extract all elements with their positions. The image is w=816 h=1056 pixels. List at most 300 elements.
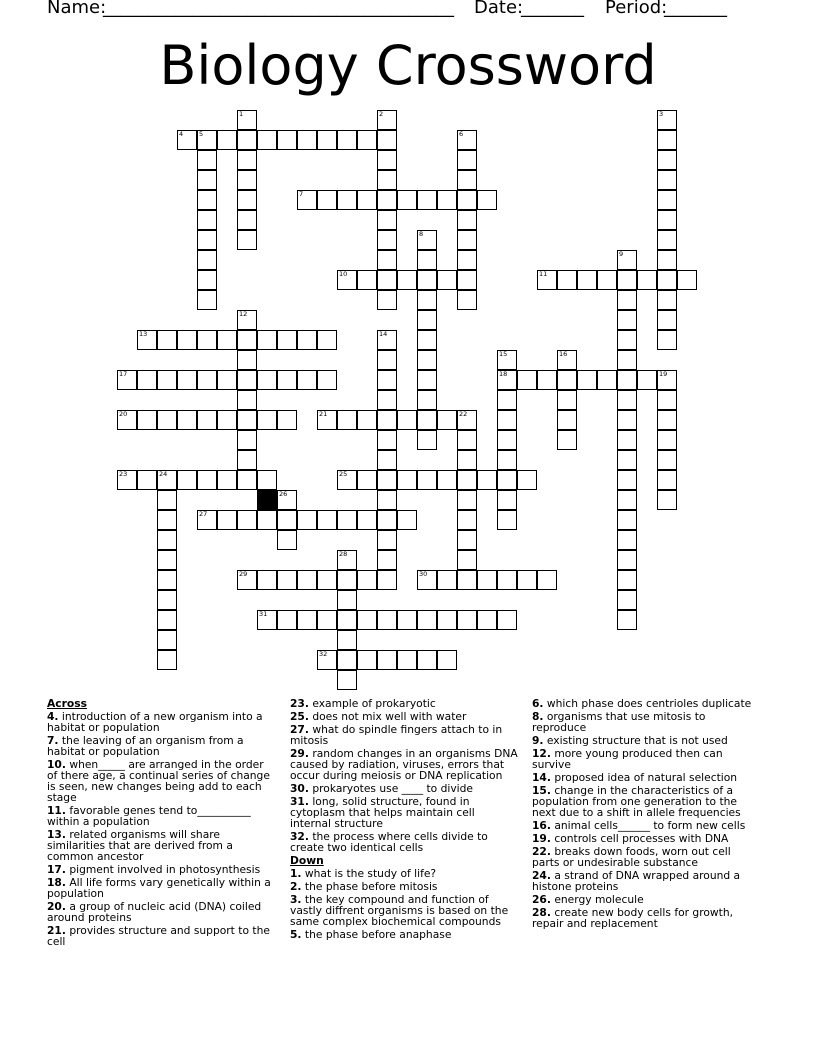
grid-cell[interactable] <box>657 230 677 250</box>
grid-cell[interactable] <box>317 190 337 210</box>
grid-cell[interactable] <box>377 270 397 290</box>
grid-cell[interactable] <box>617 410 637 430</box>
grid-cell[interactable] <box>397 650 417 670</box>
grid-cell[interactable] <box>317 510 337 530</box>
grid-cell[interactable] <box>617 350 637 370</box>
grid-cell[interactable] <box>557 390 577 410</box>
grid-cell[interactable] <box>377 530 397 550</box>
grid-cell[interactable] <box>117 370 137 390</box>
grid-cell[interactable] <box>657 210 677 230</box>
grid-cell[interactable] <box>617 510 637 530</box>
grid-cell[interactable] <box>357 410 377 430</box>
grid-cell[interactable] <box>277 570 297 590</box>
grid-cell[interactable] <box>457 290 477 310</box>
grid-cell[interactable] <box>657 390 677 410</box>
grid-cell[interactable] <box>337 670 357 690</box>
grid-cell[interactable] <box>237 150 257 170</box>
grid-cell[interactable] <box>337 190 357 210</box>
grid-cell[interactable] <box>157 570 177 590</box>
grid-cell[interactable] <box>457 530 477 550</box>
clues-column-1 <box>47 698 275 949</box>
grid-cell[interactable] <box>297 330 317 350</box>
grid-cell[interactable] <box>637 270 657 290</box>
grid-cell[interactable] <box>257 510 277 530</box>
grid-cell[interactable] <box>657 190 677 210</box>
grid-cell[interactable] <box>497 450 517 470</box>
grid-cell[interactable] <box>177 410 197 430</box>
grid-cell[interactable] <box>477 470 497 490</box>
grid-cell[interactable] <box>357 610 377 630</box>
grid-cell[interactable] <box>557 370 577 390</box>
grid-cell[interactable] <box>257 370 277 390</box>
grid-cell[interactable] <box>157 510 177 530</box>
grid-cell[interactable] <box>237 430 257 450</box>
grid-cell[interactable] <box>617 310 637 330</box>
grid-cell[interactable] <box>277 610 297 630</box>
grid-cell[interactable] <box>197 410 217 430</box>
grid-cell[interactable] <box>597 370 617 390</box>
grid-cell[interactable] <box>417 370 437 390</box>
grid-cell[interactable] <box>457 550 477 570</box>
grid-cell[interactable] <box>297 370 317 390</box>
clue-text: All life forms vary genetically within a population <box>47 876 271 900</box>
grid-cell[interactable] <box>237 310 257 330</box>
grid-cell[interactable] <box>417 230 437 250</box>
grid-cell[interactable] <box>357 470 377 490</box>
grid-cell[interactable] <box>657 470 677 490</box>
grid-cell[interactable] <box>377 650 397 670</box>
grid-cell[interactable] <box>657 110 677 130</box>
grid-cell[interactable] <box>137 410 157 430</box>
grid-cell[interactable] <box>157 650 177 670</box>
grid-cell[interactable] <box>257 610 277 630</box>
grid-cell[interactable] <box>177 330 197 350</box>
grid-cell[interactable] <box>657 290 677 310</box>
grid-cell[interactable] <box>317 410 337 430</box>
grid-cell[interactable] <box>197 330 217 350</box>
grid-cell[interactable] <box>337 470 357 490</box>
grid-cell[interactable] <box>497 410 517 430</box>
grid-cell[interactable] <box>197 230 217 250</box>
grid-cell[interactable] <box>357 190 377 210</box>
grid-cell[interactable] <box>377 490 397 510</box>
grid-cell[interactable] <box>437 270 457 290</box>
clue-text: a strand of DNA wrapped around a histone proteins <box>532 869 741 893</box>
grid-cell[interactable] <box>157 490 177 510</box>
period-field[interactable]: _______ <box>664 0 727 18</box>
grid-cell[interactable] <box>537 270 557 290</box>
clue-item <box>47 829 275 862</box>
grid-cell[interactable] <box>317 570 337 590</box>
grid-cell[interactable] <box>217 510 237 530</box>
grid-cell[interactable] <box>377 510 397 530</box>
grid-cell[interactable] <box>417 350 437 370</box>
grid-cell[interactable] <box>377 250 397 270</box>
grid-cell[interactable] <box>517 570 537 590</box>
grid-cell[interactable] <box>417 430 437 450</box>
grid-cell[interactable] <box>237 330 257 350</box>
grid-cell[interactable] <box>497 490 517 510</box>
grid-cell[interactable] <box>277 510 297 530</box>
grid-cell[interactable] <box>437 410 457 430</box>
grid-cell[interactable] <box>437 610 457 630</box>
grid-cell[interactable] <box>157 530 177 550</box>
grid-cell[interactable] <box>457 570 477 590</box>
grid-cell[interactable] <box>597 270 617 290</box>
grid-cell[interactable] <box>377 450 397 470</box>
grid-cell[interactable] <box>137 470 157 490</box>
grid-cell[interactable] <box>237 170 257 190</box>
grid-cell[interactable] <box>277 410 297 430</box>
grid-cell[interactable] <box>217 370 237 390</box>
grid-cell[interactable] <box>657 330 677 350</box>
grid-cell[interactable] <box>617 290 637 310</box>
grid-cell[interactable] <box>657 450 677 470</box>
grid-cell[interactable] <box>237 450 257 470</box>
grid-cell[interactable] <box>457 130 477 150</box>
grid-cell[interactable] <box>337 130 357 150</box>
grid-cell[interactable] <box>617 530 637 550</box>
grid-cell[interactable] <box>517 470 537 490</box>
grid-cell[interactable] <box>417 570 437 590</box>
grid-cell[interactable] <box>417 390 437 410</box>
grid-cell[interactable] <box>617 490 637 510</box>
grid-cell[interactable] <box>417 310 437 330</box>
grid-cell[interactable] <box>157 470 177 490</box>
grid-cell[interactable] <box>657 130 677 150</box>
grid-cell[interactable] <box>417 650 437 670</box>
grid-cell[interactable] <box>397 510 417 530</box>
clue-number: 4 <box>179 130 184 138</box>
grid-cell[interactable] <box>677 270 697 290</box>
grid-cell[interactable] <box>157 330 177 350</box>
clue-number: 6 <box>459 130 464 138</box>
clue-number: 29 <box>239 570 248 578</box>
grid-cell[interactable] <box>397 270 417 290</box>
grid-cell[interactable] <box>337 610 357 630</box>
grid-cell[interactable] <box>177 370 197 390</box>
grid-cell[interactable] <box>617 610 637 630</box>
grid-cell[interactable] <box>377 410 397 430</box>
grid-cell[interactable] <box>297 190 317 210</box>
grid-cell[interactable] <box>557 270 577 290</box>
grid-cell[interactable] <box>237 130 257 150</box>
grid-cell[interactable] <box>457 150 477 170</box>
grid-cell[interactable] <box>317 610 337 630</box>
clue-item <box>290 796 518 829</box>
grid-cell[interactable] <box>497 430 517 450</box>
grid-cell[interactable] <box>377 390 397 410</box>
grid-cell[interactable] <box>617 430 637 450</box>
grid-cell[interactable] <box>277 490 297 510</box>
grid-cell[interactable] <box>157 550 177 570</box>
grid-cell[interactable] <box>257 570 277 590</box>
grid-cell[interactable] <box>217 130 237 150</box>
grid-cell[interactable] <box>417 410 437 430</box>
grid-cell[interactable] <box>497 370 517 390</box>
date-field[interactable]: _______ <box>521 0 584 18</box>
grid-cell[interactable] <box>657 250 677 270</box>
grid-cell[interactable] <box>617 330 637 350</box>
grid-cell[interactable] <box>617 250 637 270</box>
grid-cell[interactable] <box>117 410 137 430</box>
grid-cell[interactable] <box>217 410 237 430</box>
grid-cell[interactable] <box>497 390 517 410</box>
grid-cell[interactable] <box>257 330 277 350</box>
grid-cell[interactable] <box>477 190 497 210</box>
grid-cell[interactable] <box>377 430 397 450</box>
clue-text: a group of nucleic acid (DNA) coiled around proteins <box>47 900 262 924</box>
grid-cell[interactable] <box>457 510 477 530</box>
grid-cell[interactable] <box>237 390 257 410</box>
grid-cell[interactable] <box>417 250 437 270</box>
grid-cell[interactable] <box>337 650 357 670</box>
grid-cell[interactable] <box>317 650 337 670</box>
grid-cell[interactable] <box>457 270 477 290</box>
grid-cell[interactable] <box>377 570 397 590</box>
clue-text: the process where cells divide to create two identical cells <box>290 830 488 854</box>
grid-cell[interactable] <box>377 230 397 250</box>
clue-number: 21 <box>319 410 328 418</box>
grid-cell[interactable] <box>197 270 217 290</box>
grid-cell[interactable] <box>617 550 637 570</box>
grid-cell[interactable] <box>617 270 637 290</box>
grid-cell[interactable] <box>557 410 577 430</box>
grid-cell[interactable] <box>317 370 337 390</box>
grid-cell[interactable] <box>497 610 517 630</box>
clue-item <box>532 772 760 783</box>
grid-cell[interactable] <box>457 450 477 470</box>
grid-cell[interactable] <box>157 370 177 390</box>
grid-cell[interactable] <box>177 130 197 150</box>
grid-cell[interactable] <box>277 530 297 550</box>
grid-cell[interactable] <box>457 410 477 430</box>
grid-cell[interactable] <box>437 650 457 670</box>
grid-cell[interactable] <box>657 430 677 450</box>
grid-cell[interactable] <box>457 230 477 250</box>
grid-cell[interactable] <box>657 410 677 430</box>
grid-cell[interactable] <box>377 370 397 390</box>
grid-cell[interactable] <box>297 610 317 630</box>
grid-cell[interactable] <box>417 610 437 630</box>
grid-cell[interactable] <box>417 270 437 290</box>
grid-cell[interactable] <box>477 610 497 630</box>
grid-cell[interactable] <box>417 190 437 210</box>
clue-number-label: 26. <box>532 893 551 906</box>
clue-text: related organisms will share similarities that are derived from a common ancestor <box>47 828 233 863</box>
grid-cell[interactable] <box>637 370 657 390</box>
grid-cell[interactable] <box>657 490 677 510</box>
grid-cell[interactable] <box>337 630 357 650</box>
clue-number: 30 <box>419 570 428 578</box>
clue-text: which phase does centrioles duplicate <box>543 697 752 710</box>
grid-cell[interactable] <box>117 470 137 490</box>
grid-cell[interactable] <box>557 430 577 450</box>
grid-cell[interactable] <box>197 250 217 270</box>
grid-cell[interactable] <box>617 590 637 610</box>
grid-cell[interactable] <box>437 190 457 210</box>
grid-cell[interactable] <box>177 470 197 490</box>
grid-cell[interactable] <box>197 170 217 190</box>
grid-cell[interactable] <box>337 550 357 570</box>
clue-number-label: 6. <box>532 697 544 710</box>
grid-cell[interactable] <box>237 350 257 370</box>
name-label: Name: <box>47 0 107 18</box>
grid-cell[interactable] <box>397 190 417 210</box>
grid-cell[interactable] <box>357 510 377 530</box>
grid-cell[interactable] <box>357 650 377 670</box>
grid-cell[interactable] <box>257 130 277 150</box>
grid-cell[interactable] <box>357 270 377 290</box>
grid-cell[interactable] <box>377 170 397 190</box>
grid-cell[interactable] <box>557 350 577 370</box>
grid-cell[interactable] <box>377 110 397 130</box>
clue-number-label: 29. <box>290 747 309 760</box>
grid-cell[interactable] <box>457 170 477 190</box>
grid-cell[interactable] <box>657 370 677 390</box>
grid-cell[interactable] <box>237 110 257 130</box>
grid-cell[interactable] <box>537 370 557 390</box>
grid-cell[interactable] <box>377 610 397 630</box>
grid-cell[interactable] <box>237 510 257 530</box>
grid-cell[interactable] <box>197 190 217 210</box>
clue-number-label: 7. <box>47 734 59 747</box>
grid-cell[interactable] <box>397 470 417 490</box>
grid-cell[interactable] <box>317 130 337 150</box>
grid-cell[interactable] <box>197 470 217 490</box>
grid-cell[interactable] <box>197 150 217 170</box>
grid-cell[interactable] <box>157 610 177 630</box>
grid-cell[interactable] <box>237 570 257 590</box>
grid-cell[interactable] <box>157 590 177 610</box>
grid-cell[interactable] <box>657 170 677 190</box>
grid-cell[interactable] <box>657 150 677 170</box>
grid-cell[interactable] <box>137 330 157 350</box>
grid-cell[interactable] <box>317 330 337 350</box>
grid-cell[interactable] <box>657 310 677 330</box>
grid-cell[interactable] <box>437 470 457 490</box>
clue-text: what is the study of life? <box>301 867 437 880</box>
grid-cell[interactable] <box>337 570 357 590</box>
grid-cell[interactable] <box>237 470 257 490</box>
clue-text: proposed idea of natural selection <box>550 771 738 784</box>
grid-cell[interactable] <box>497 470 517 490</box>
grid-cell[interactable] <box>357 130 377 150</box>
grid-cell[interactable] <box>617 450 637 470</box>
grid-cell[interactable] <box>477 570 497 590</box>
grid-cell[interactable] <box>337 410 357 430</box>
grid-cell[interactable] <box>377 130 397 150</box>
grid-cell[interactable] <box>197 130 217 150</box>
grid-cell[interactable] <box>417 470 437 490</box>
grid-cell[interactable] <box>417 290 437 310</box>
grid-cell[interactable] <box>377 350 397 370</box>
clue-number: 12 <box>239 310 248 318</box>
clue-text: long, solid structure, found in cytoplasm that helps maintain cell internal structure <box>290 795 475 830</box>
grid-cell[interactable] <box>577 270 597 290</box>
grid-cell[interactable] <box>457 490 477 510</box>
grid-cell[interactable] <box>397 410 417 430</box>
grid-cell[interactable] <box>217 470 237 490</box>
grid-cell[interactable] <box>297 570 317 590</box>
grid-cell[interactable] <box>377 550 397 570</box>
grid-cell[interactable] <box>237 370 257 390</box>
grid-cell[interactable] <box>277 370 297 390</box>
grid-cell[interactable] <box>337 270 357 290</box>
grid-cell[interactable] <box>377 330 397 350</box>
grid-cell[interactable] <box>217 330 237 350</box>
grid-cell[interactable] <box>517 370 537 390</box>
clue-number-label: 30. <box>290 782 309 795</box>
grid-cell[interactable] <box>617 390 637 410</box>
grid-cell[interactable] <box>457 470 477 490</box>
clue-number: 28 <box>339 550 348 558</box>
grid-cell[interactable] <box>577 370 597 390</box>
grid-cell[interactable] <box>457 250 477 270</box>
grid-cell[interactable] <box>157 630 177 650</box>
grid-cell[interactable] <box>377 290 397 310</box>
grid-cell[interactable] <box>237 210 257 230</box>
grid-cell[interactable] <box>377 210 397 230</box>
grid-cell[interactable] <box>457 210 477 230</box>
grid-cell[interactable] <box>137 370 157 390</box>
grid-cell[interactable] <box>237 230 257 250</box>
grid-cell[interactable] <box>337 510 357 530</box>
grid-cell[interactable] <box>397 610 417 630</box>
grid-cell[interactable] <box>197 290 217 310</box>
grid-cell[interactable] <box>537 570 557 590</box>
grid-cell[interactable] <box>297 130 317 150</box>
grid-cell[interactable] <box>457 190 477 210</box>
grid-cell[interactable] <box>617 370 637 390</box>
clue-text: create new body cells for growth, repair and replacement <box>532 906 734 930</box>
clue-text: the phase before mitosis <box>301 880 438 893</box>
grid-cell[interactable] <box>497 350 517 370</box>
grid-cell[interactable] <box>357 570 377 590</box>
clue-item <box>532 833 760 844</box>
grid-cell[interactable] <box>497 510 517 530</box>
grid-cell[interactable] <box>197 370 217 390</box>
grid-cell[interactable] <box>277 330 297 350</box>
grid-cell[interactable] <box>277 130 297 150</box>
grid-cell[interactable] <box>657 270 677 290</box>
grid-cell[interactable] <box>237 410 257 430</box>
grid-cell[interactable] <box>617 470 637 490</box>
grid-cell[interactable] <box>377 470 397 490</box>
clue-number: 27 <box>199 510 208 518</box>
clue-number: 2 <box>379 110 384 118</box>
name-field[interactable]: _______________________________________ <box>103 0 454 18</box>
grid-cell[interactable] <box>197 510 217 530</box>
clue-item <box>290 894 518 927</box>
grid-cell[interactable] <box>457 610 477 630</box>
grid-cell[interactable] <box>417 330 437 350</box>
grid-cell[interactable] <box>297 510 317 530</box>
grid-cell[interactable] <box>337 590 357 610</box>
grid-cell[interactable] <box>437 570 457 590</box>
grid-cell[interactable] <box>617 570 637 590</box>
grid-cell[interactable] <box>377 190 397 210</box>
grid-cell[interactable] <box>457 430 477 450</box>
clue-number-label: 23. <box>290 697 309 710</box>
grid-cell[interactable] <box>377 150 397 170</box>
grid-cell[interactable] <box>197 210 217 230</box>
grid-cell[interactable] <box>257 410 277 430</box>
grid-cell[interactable] <box>257 470 277 490</box>
grid-cell[interactable] <box>157 410 177 430</box>
grid-cell[interactable] <box>237 190 257 210</box>
grid-cell[interactable] <box>497 570 517 590</box>
